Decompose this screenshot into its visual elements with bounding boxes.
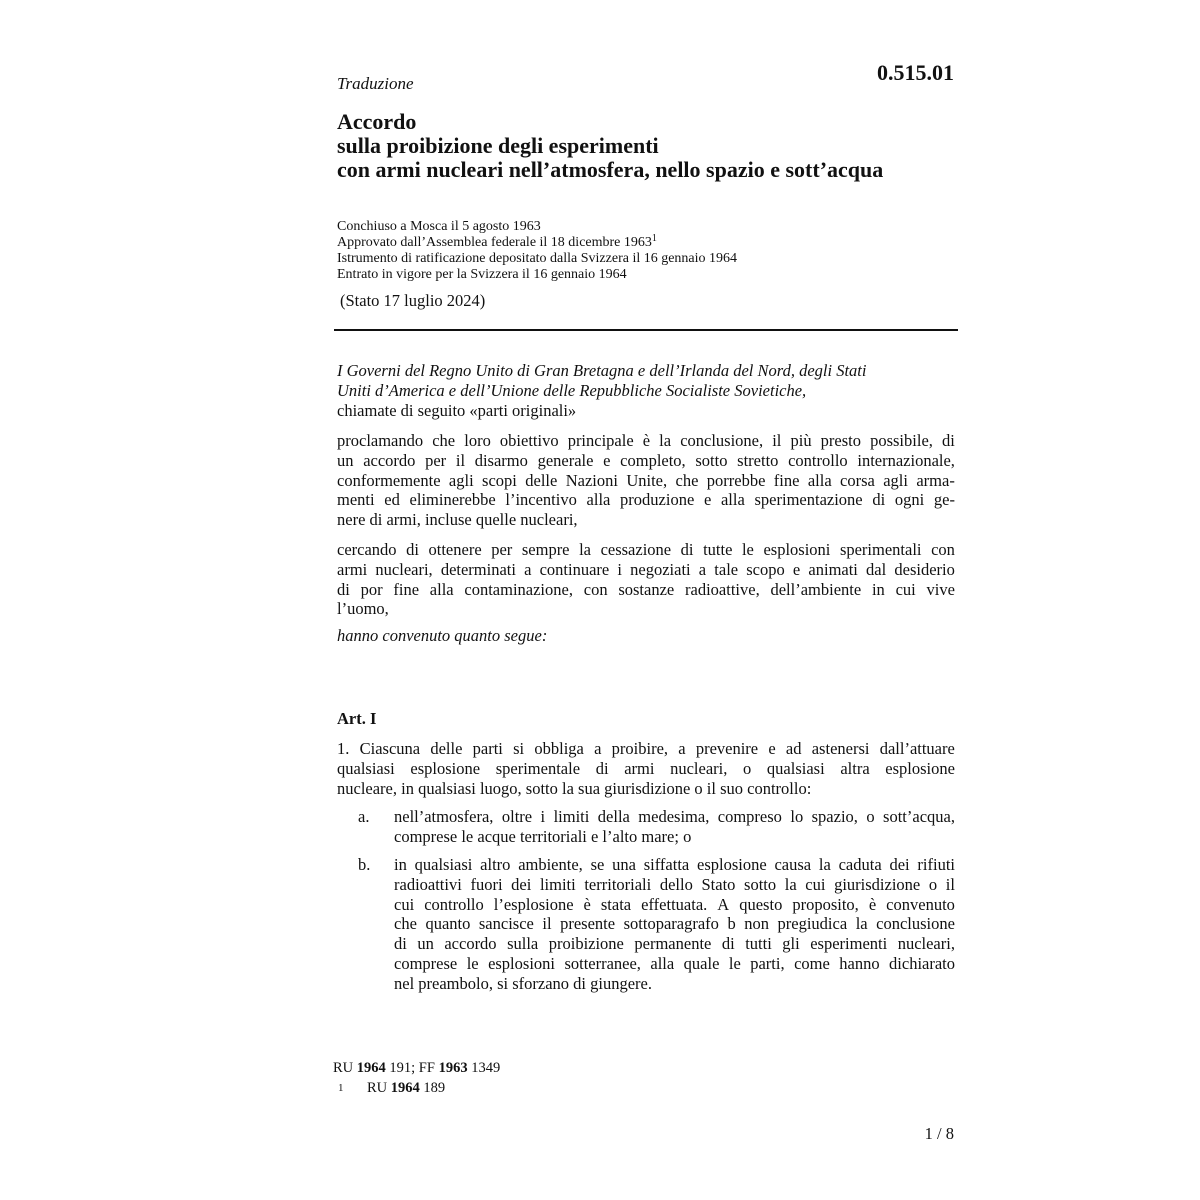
word: le — [728, 953, 741, 973]
word: scopo — [746, 559, 785, 579]
word: radioattivi — [394, 874, 462, 894]
page-number: 1 / 8 — [924, 1124, 954, 1143]
word: contaminazione, — [464, 579, 573, 599]
footnote-1-number: 1 — [338, 1082, 344, 1094]
word: con — [931, 540, 955, 559]
word: astenersi — [811, 739, 870, 758]
word: sostanze — [618, 579, 675, 599]
word: più — [790, 431, 812, 450]
word: 1. — [337, 739, 350, 758]
word: i — [617, 559, 622, 579]
word: e — [703, 490, 712, 510]
word: che — [432, 431, 456, 450]
word: esplosione — [697, 855, 767, 874]
document-title — [337, 110, 883, 182]
footnotes — [333, 1058, 500, 1098]
word: proclamando — [337, 431, 424, 450]
word: proibizione — [548, 934, 624, 954]
p1-line-4 — [337, 490, 955, 510]
word: per — [491, 540, 513, 559]
word: rifiuti — [917, 855, 955, 874]
word: giurisdizione — [834, 874, 921, 894]
item-b-line-1 — [394, 855, 955, 875]
footnote-ref-1[interactable]: 1 — [651, 233, 657, 244]
word: dell’ambiente — [770, 579, 862, 599]
word: ottenere — [428, 540, 482, 559]
item-b-line-5 — [394, 934, 955, 954]
word: è — [868, 894, 877, 914]
art1-p1-line-2 — [337, 759, 955, 779]
word: di — [941, 431, 955, 450]
list-content-a — [394, 807, 955, 847]
sr-number: 0.515.01 — [877, 60, 954, 85]
word: sempre — [521, 540, 570, 559]
word: è — [583, 894, 591, 914]
word: se — [590, 855, 605, 874]
word: qualsiasi — [414, 855, 473, 874]
word: l’esplosione — [493, 894, 574, 914]
word: menti — [337, 490, 375, 510]
p1-line-5: nere di armi, incluse quelle nucleari, — [337, 510, 578, 530]
word: qualsiasi — [337, 758, 395, 778]
word: il — [945, 874, 955, 894]
ru-page: 191; FF — [389, 1060, 435, 1076]
word: Stato — [701, 874, 736, 894]
approved-date — [337, 235, 737, 251]
word: comprese — [394, 953, 458, 973]
ff-page: 1349 — [471, 1060, 501, 1076]
word: nucleari, — [375, 559, 433, 579]
footnote-1-page: 189 — [423, 1080, 446, 1096]
word: a — [594, 739, 602, 758]
word: fuori — [470, 874, 503, 894]
ru-year: 1964 — [356, 1060, 386, 1076]
word: sancisce — [478, 914, 534, 934]
word: un — [417, 934, 434, 954]
word: pregiudica — [777, 914, 848, 934]
art1-p1-line-1 — [337, 739, 955, 759]
word: agli — [883, 470, 908, 490]
word: nucleari, — [897, 934, 955, 954]
ru-label: RU — [333, 1060, 354, 1076]
word: obbliga — [534, 739, 584, 758]
word: determinati — [440, 559, 516, 579]
word: permanente — [634, 934, 712, 954]
word: e — [792, 559, 801, 579]
word: la — [579, 540, 591, 559]
word: nucleari, — [670, 758, 728, 778]
word: o — [743, 758, 752, 778]
concluded-date: Conchiuso a Mosca il 5 agosto 1963 — [337, 219, 541, 234]
word: parti — [472, 739, 503, 758]
word: possibile, — [870, 431, 933, 450]
word: esplosione — [885, 758, 955, 778]
word: tale — [714, 559, 739, 579]
word: delle — [430, 739, 463, 758]
word: produzione — [620, 490, 695, 510]
agreed-line: hanno convenuto quanto segue: — [337, 626, 548, 645]
word: presto — [820, 431, 861, 450]
word: effettuata. — [641, 894, 708, 914]
word: e — [768, 739, 776, 758]
list-marker-a: a. — [358, 807, 370, 826]
in-force-date: Entrato in vigore per la Svizzera il 16 gennaio 1964 — [337, 267, 627, 282]
word: ogni — [894, 490, 925, 510]
word: della — [597, 807, 630, 826]
word: prevenire — [695, 739, 759, 758]
word: arma- — [916, 470, 955, 490]
word: alla — [807, 470, 832, 490]
word: gli — [782, 934, 800, 954]
word: le — [466, 953, 479, 973]
word: un — [337, 450, 354, 470]
word: i — [540, 807, 546, 826]
word: stata — [600, 894, 632, 914]
word: radioattive, — [685, 579, 760, 599]
word: in — [394, 855, 407, 874]
translation-label: Traduzione — [337, 74, 414, 93]
word: principale — [567, 431, 634, 450]
word: dal — [866, 559, 887, 579]
item-b-line-3 — [394, 895, 955, 915]
word: altra — [840, 758, 870, 778]
word: siffatta — [643, 855, 690, 874]
title-line-3: con armi nucleari nell’atmosfera, nello spazio e sott’acqua — [337, 157, 884, 182]
word: oltre — [501, 807, 533, 826]
word: proibire, — [611, 739, 669, 758]
word: dichiarato — [889, 953, 955, 973]
ratification-date: Istrumento di ratificazione depositato dalla Svizzera il 16 gennaio 1964 — [337, 251, 738, 266]
preamble-agreed — [337, 626, 955, 646]
word: spazio, — [811, 807, 858, 826]
word: A — [717, 894, 730, 914]
preamble-paragraph-2 — [337, 540, 955, 619]
word: armi — [337, 559, 368, 579]
p1-line-3 — [337, 471, 955, 491]
word: vive — [926, 579, 955, 599]
word: o — [866, 807, 875, 826]
title-line-2: sulla proibizione degli esperimenti — [337, 133, 659, 158]
word: corsa — [840, 470, 875, 490]
word: di — [406, 540, 419, 559]
word: causa — [774, 855, 812, 874]
word: conclusione — [876, 914, 955, 934]
word: di — [721, 934, 735, 954]
word: accordo — [363, 450, 416, 470]
article-1-heading: Art. I — [337, 709, 377, 728]
word: limiti — [539, 874, 576, 894]
word: ad — [785, 739, 802, 758]
word: quale — [683, 953, 720, 973]
word: territoriali — [584, 874, 652, 894]
word: sottoparagrafo — [623, 914, 719, 934]
list-marker-b: b. — [358, 855, 371, 874]
word: esplosioni — [763, 540, 831, 559]
footnote-1-label: RU — [367, 1080, 388, 1096]
word: negoziati — [630, 559, 691, 579]
item-a-line-1 — [394, 807, 955, 827]
word: compreso — [717, 807, 782, 826]
word: conclusione, — [680, 431, 764, 450]
footnote-1-year: 1964 — [390, 1080, 420, 1096]
word: stretto — [737, 450, 779, 470]
word: di — [394, 934, 407, 954]
item-b-line-2 — [394, 875, 955, 895]
word: sulla — [507, 934, 539, 954]
word: il — [542, 914, 552, 934]
p1-line-1 — [337, 431, 955, 451]
word: convenuto — [886, 894, 955, 914]
governments-line-1: I Governi del Regno Unito di Gran Bretagna e dell’Irlanda del Nord, degli Stati — [337, 361, 867, 380]
p2-line-4: l’uomo, — [337, 599, 389, 619]
word: alla — [650, 953, 675, 973]
word: sotto — [695, 450, 728, 470]
item-b-line-6 — [394, 954, 955, 974]
word: la — [659, 431, 672, 450]
word: il — [455, 450, 466, 470]
word: accordo — [444, 934, 497, 954]
p2-line-3 — [337, 580, 955, 600]
word: la — [784, 874, 797, 894]
word: eliminerebbe — [409, 490, 496, 510]
word: che — [394, 914, 417, 934]
word: conformemente — [337, 470, 441, 490]
item-b-line-7: nel preambolo, si sforzano di giungere. — [394, 973, 652, 993]
word: a — [678, 739, 686, 758]
word: Nazioni — [565, 470, 618, 490]
word: esplosioni — [488, 953, 555, 973]
word: Unite, — [626, 470, 668, 490]
word: obiettivo — [499, 431, 559, 450]
word: cui — [394, 894, 415, 914]
p1-line-2 — [337, 451, 955, 471]
word: presente — [560, 914, 616, 934]
word: con — [583, 579, 608, 599]
title-line-1: Accordo — [337, 109, 417, 134]
word: a — [698, 559, 707, 579]
word: armi — [624, 758, 655, 778]
word: una — [612, 855, 636, 874]
word: completo, — [620, 450, 686, 470]
list-content-b — [394, 855, 955, 994]
source-reference — [333, 1058, 500, 1078]
word: il — [772, 431, 782, 450]
word: Ciascuna — [359, 739, 421, 758]
original-parties-note: chiamate di seguito «parti originali» — [337, 400, 577, 420]
word: questo — [739, 894, 783, 914]
word: lo — [790, 807, 804, 826]
item-a-line-2: comprese le acque territoriali e l’alto mare; o — [394, 826, 692, 846]
word: la — [855, 914, 868, 934]
word: continuare — [539, 559, 610, 579]
word: cui — [805, 874, 826, 894]
word: cercando — [337, 540, 397, 559]
word: ambiente, — [518, 855, 583, 874]
word: che — [675, 470, 699, 490]
word: come — [794, 953, 830, 973]
word: nell’atmosfera, — [394, 807, 494, 826]
word: caduta — [838, 855, 882, 874]
word: generale — [537, 450, 594, 470]
word: sperimentazione — [754, 490, 863, 510]
preamble-governments — [337, 361, 955, 420]
word: controllo — [788, 450, 848, 470]
word: sperimentali — [839, 540, 922, 559]
word: loro — [464, 431, 491, 450]
word: b — [727, 914, 736, 934]
word: in — [871, 579, 885, 599]
word: alla — [586, 490, 611, 510]
word: cui — [895, 579, 916, 599]
word: parti, — [750, 953, 785, 973]
word: desiderio — [894, 559, 955, 579]
word: medesima, — [638, 807, 710, 826]
governments-line-2: Uniti d’America e dell’Unione delle Repubbliche Socialiste Sovietiche, — [337, 380, 807, 400]
word: esplosione — [410, 758, 481, 778]
word: alla — [429, 579, 454, 599]
word: porrebbe — [706, 470, 766, 490]
word: di — [680, 540, 694, 559]
word: fine — [773, 470, 800, 490]
word: disarmo — [474, 450, 528, 470]
word: cessazione — [600, 540, 672, 559]
word: por — [360, 579, 383, 599]
word: dello — [659, 874, 693, 894]
word: l’incentivo — [505, 490, 577, 510]
word: ge- — [933, 490, 955, 510]
word: ed — [384, 490, 400, 510]
ff-year: 1963 — [438, 1060, 468, 1076]
word: per — [425, 450, 447, 470]
article-1-paragraph-1 — [337, 739, 955, 798]
word: fine — [393, 579, 420, 599]
word: non — [744, 914, 769, 934]
word: di — [595, 758, 609, 778]
status-date: (Stato 17 luglio 2024) — [340, 291, 486, 310]
footnote-1 — [333, 1078, 500, 1098]
word: dall’attuare — [879, 739, 955, 758]
header-divider — [334, 329, 958, 331]
word: altro — [480, 855, 511, 874]
word: proposito, — [792, 894, 859, 914]
word: è — [642, 431, 651, 450]
word: animati — [808, 559, 858, 579]
word: a — [524, 559, 532, 579]
word: tutti — [745, 934, 772, 954]
art1-p1-line-3: nucleare, in qualsiasi luogo, sotto la sua giurisdizione o il suo controllo: — [337, 778, 812, 798]
word: dei — [889, 855, 910, 874]
word: esperimenti — [810, 934, 888, 954]
p2-line-2 — [337, 560, 955, 580]
word: sperimentale — [495, 758, 581, 778]
word: le — [741, 540, 754, 559]
item-b-line-4 — [394, 914, 955, 934]
document-metadata — [337, 219, 737, 283]
word: scopi — [482, 470, 517, 490]
word: internazionale, — [857, 450, 955, 470]
word: si — [513, 739, 525, 758]
p2-line-1 — [337, 540, 955, 560]
word: di — [337, 579, 350, 599]
word: tutte — [703, 540, 733, 559]
word: sott’acqua, — [883, 807, 955, 826]
word: agli — [448, 470, 474, 490]
word: hanno — [839, 953, 880, 973]
word: o — [928, 874, 938, 894]
word: di — [872, 490, 886, 510]
word: la — [818, 855, 831, 874]
word: controllo — [424, 894, 484, 914]
word: delle — [525, 470, 558, 490]
preamble-paragraph-1 — [337, 431, 955, 530]
word: alla — [720, 490, 745, 510]
word: qualsiasi — [766, 758, 825, 778]
word: sotto — [744, 874, 777, 894]
word: sotterranee, — [564, 953, 641, 973]
word: quanto — [425, 914, 471, 934]
approved-text: Approvato dall’Assemblea federale il 18 dicembre 1963 — [337, 235, 652, 250]
word: limiti — [553, 807, 590, 826]
word: dei — [511, 874, 532, 894]
word: e — [603, 450, 611, 470]
